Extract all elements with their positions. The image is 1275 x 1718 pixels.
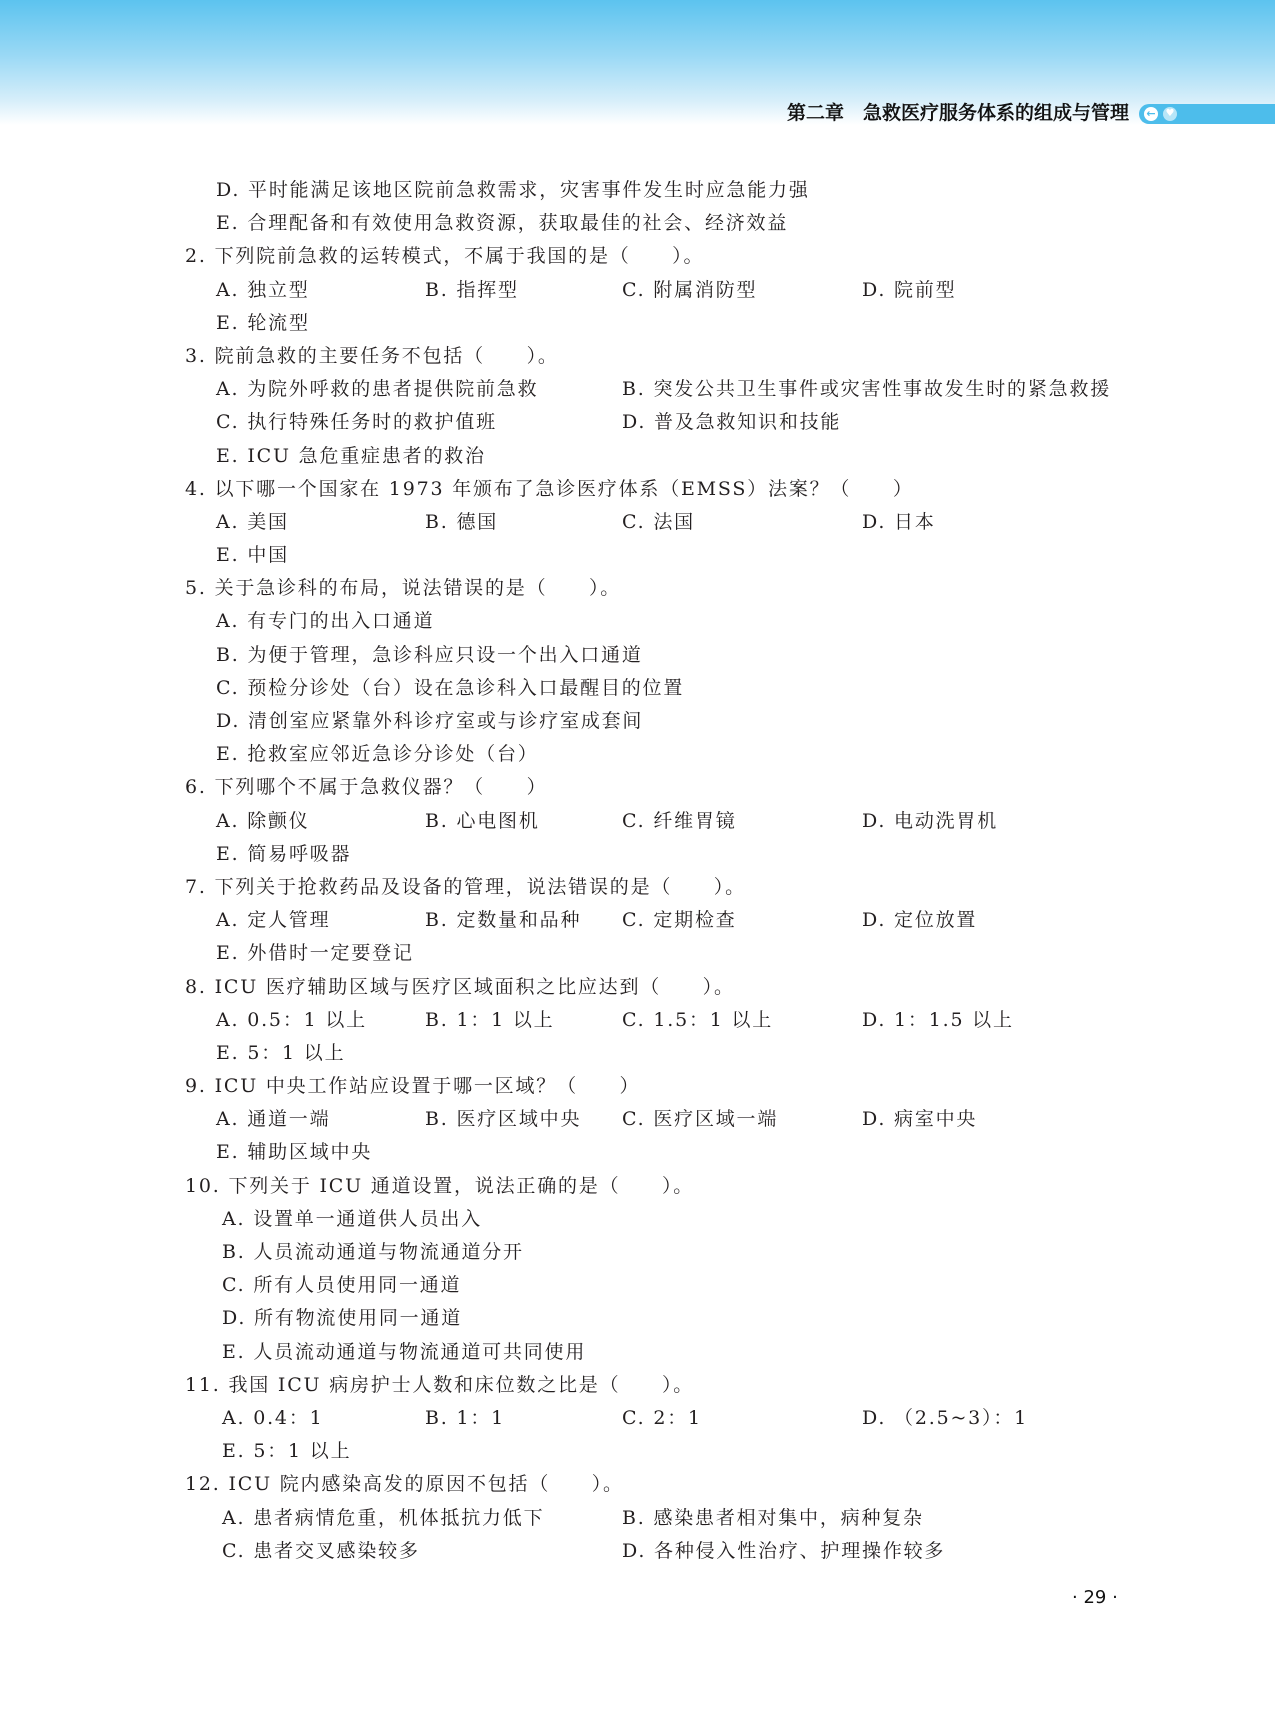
option-text: D. 定位放置: [862, 909, 978, 932]
option-text: D. 电动洗胃机: [862, 809, 999, 832]
text-line: [0, 605, 1275, 638]
option-text: B. 感染患者相对集中，病种复杂: [622, 1506, 924, 1529]
line-text: 7. 下列关于抢救药品及设备的管理，说法错误的是（ ）。: [185, 875, 746, 898]
line-text: 11. 我国 ICU 病房护士人数和床位数之比是（ ）。: [185, 1373, 695, 1396]
text-line: [0, 904, 1275, 937]
text-line: [0, 340, 1275, 373]
line-text: B. 人员流动通道与物流通道分开: [222, 1241, 524, 1263]
text-line: [0, 240, 1275, 273]
text-line: [0, 274, 1275, 307]
text-line: [0, 1103, 1275, 1136]
option-text: A. 0.4：1: [222, 1406, 324, 1429]
line-text: E. 5：1 以上: [216, 1041, 346, 1064]
text-line: [0, 473, 1275, 506]
option-text: A. 为院外呼救的患者提供院前急救: [216, 378, 539, 401]
option-text: B. 1：1 以上: [425, 1008, 555, 1031]
text-line: [0, 1037, 1275, 1070]
text-line: [0, 1004, 1275, 1037]
option-text: C. 法国: [622, 510, 695, 533]
line-text: E. 合理配备和有效使用急救资源，获取最佳的社会、经济效益: [216, 212, 789, 235]
option-text: B. 医疗区域中央: [425, 1108, 582, 1131]
arrow-left-circle-icon: ←: [1144, 107, 1158, 121]
line-text: C. 预检分诊处（台）设在急诊科入口最醒目的位置: [216, 676, 685, 699]
text-line: [0, 1468, 1275, 1501]
option-text: D. 日本: [862, 510, 936, 533]
line-text: 9. ICU 中央工作站应设置于哪一区域？（ ）: [185, 1075, 641, 1098]
option-text: D. （2.5~3）：1: [862, 1406, 1029, 1429]
text-line: [0, 373, 1275, 406]
text-line: [0, 1302, 1275, 1335]
option-text: B. 心电图机: [425, 809, 540, 832]
text-line: [0, 440, 1275, 473]
text-line: [0, 1369, 1275, 1402]
text-line: [0, 738, 1275, 771]
text-line: [0, 1170, 1275, 1203]
line-text: E. 人员流动通道与物流通道可共同使用: [222, 1340, 587, 1363]
line-text: 10. 下列关于 ICU 通道设置，说法正确的是（ ）。: [185, 1174, 695, 1197]
text-line: [0, 639, 1275, 672]
text-line: [0, 506, 1275, 539]
option-text: C. 患者交叉感染较多: [222, 1539, 420, 1562]
text-line: [0, 805, 1275, 838]
option-text: C. 纤维胃镜: [622, 809, 737, 832]
chapter-tab: [1139, 104, 1275, 124]
text-line: [0, 307, 1275, 340]
option-text: D. 院前型: [862, 278, 957, 301]
option-text: B. 突发公共卫生事件或灾害性事故发生时的紧急救援: [622, 378, 1112, 401]
line-text: E. 辅助区域中央: [216, 1141, 373, 1164]
heart-icon: ♥: [1163, 107, 1177, 121]
line-text: 4. 以下哪一个国家在 1973 年颁布了急诊医疗体系（EMSS）法案？（ ）: [185, 477, 914, 500]
text-line: [0, 1336, 1275, 1369]
option-text: A. 患者病情危重，机体抵抗力低下: [222, 1506, 545, 1529]
option-text: C. 附属消防型: [622, 278, 758, 301]
chapter-title: 第二章 急救医疗服务体系的组成与管理: [786, 102, 1129, 124]
text-line: [0, 539, 1275, 572]
line-text: C. 所有人员使用同一通道: [222, 1274, 462, 1297]
text-line: [0, 937, 1275, 970]
text-line: [0, 1435, 1275, 1468]
line-text: E. 简易呼吸器: [216, 842, 352, 865]
text-line: [0, 174, 1275, 207]
line-text: 6. 下列哪个不属于急救仪器？（ ）: [185, 776, 548, 799]
option-text: D. 各种侵入性治疗、护理操作较多: [622, 1539, 946, 1562]
line-text: 5. 关于急诊科的布局，说法错误的是（ ）。: [185, 577, 622, 600]
option-text: B. 1：1: [425, 1406, 506, 1429]
option-text: C. 执行特殊任务时的救护值班: [216, 411, 497, 434]
text-line: [0, 705, 1275, 738]
question-list: [0, 174, 1275, 1568]
text-line: [0, 1136, 1275, 1169]
page-number: · 29 ·: [1072, 1587, 1118, 1608]
line-text: D. 平时能满足该地区院前急救需求，灾害事件发生时应急能力强: [216, 179, 810, 201]
line-text: 12. ICU 院内感染高发的原因不包括（ ）。: [185, 1473, 624, 1496]
option-text: D. 1：1.5 以上: [862, 1008, 1014, 1031]
line-text: D. 清创室应紧靠外科诊疗室或与诊疗室成套间: [216, 710, 644, 732]
option-text: C. 定期检查: [622, 909, 737, 932]
text-line: [0, 1070, 1275, 1103]
line-text: D. 所有物流使用同一通道: [222, 1307, 463, 1330]
line-text: E. 抢救室应邻近急诊分诊处（台）: [216, 743, 539, 766]
line-text: A. 有专门的出入口通道: [216, 610, 435, 633]
line-text: 8. ICU 医疗辅助区域与医疗区域面积之比应达到（ ）。: [185, 975, 735, 998]
text-line: [0, 971, 1275, 1004]
option-text: B. 指挥型: [425, 278, 519, 301]
line-text: B. 为便于管理，急诊科应只设一个出入口通道: [216, 643, 643, 666]
line-text: E. 外借时一定要登记: [216, 942, 414, 965]
text-line: [0, 1402, 1275, 1435]
option-text: A. 通道一端: [216, 1108, 331, 1131]
text-line: [0, 572, 1275, 605]
text-line: [0, 1502, 1275, 1535]
text-line: [0, 406, 1275, 439]
text-line: [0, 838, 1275, 871]
option-text: D. 普及急救知识和技能: [622, 411, 842, 434]
option-text: A. 除颤仪: [216, 809, 310, 832]
line-text: E. ICU 急危重症患者的救治: [216, 444, 486, 467]
option-text: C. 1.5：1 以上: [622, 1008, 774, 1031]
option-text: B. 定数量和品种: [425, 909, 582, 932]
option-text: A. 独立型: [216, 278, 310, 301]
line-text: E. 轮流型: [216, 311, 310, 334]
text-line: [0, 871, 1275, 904]
option-text: C. 2：1: [622, 1406, 702, 1429]
option-text: A. 定人管理: [216, 909, 331, 932]
option-text: A. 0.5：1 以上: [216, 1008, 367, 1031]
option-text: B. 德国: [425, 510, 499, 533]
text-line: [0, 207, 1275, 240]
text-line: [0, 1269, 1275, 1302]
line-text: E. 5：1 以上: [222, 1440, 352, 1463]
option-text: C. 医疗区域一端: [622, 1108, 779, 1131]
text-line: [0, 1535, 1275, 1568]
text-line: [0, 1236, 1275, 1269]
text-line: [0, 1203, 1275, 1236]
option-text: D. 病室中央: [862, 1108, 978, 1131]
line-text: A. 设置单一通道供人员出入: [222, 1207, 483, 1230]
text-line: [0, 771, 1275, 804]
line-text: E. 中国: [216, 544, 289, 567]
text-line: [0, 672, 1275, 705]
option-text: A. 美国: [216, 510, 289, 533]
line-text: 2. 下列院前急救的运转模式，不属于我国的是（ ）。: [185, 245, 705, 268]
line-text: 3. 院前急救的主要任务不包括（ ）。: [185, 344, 559, 367]
